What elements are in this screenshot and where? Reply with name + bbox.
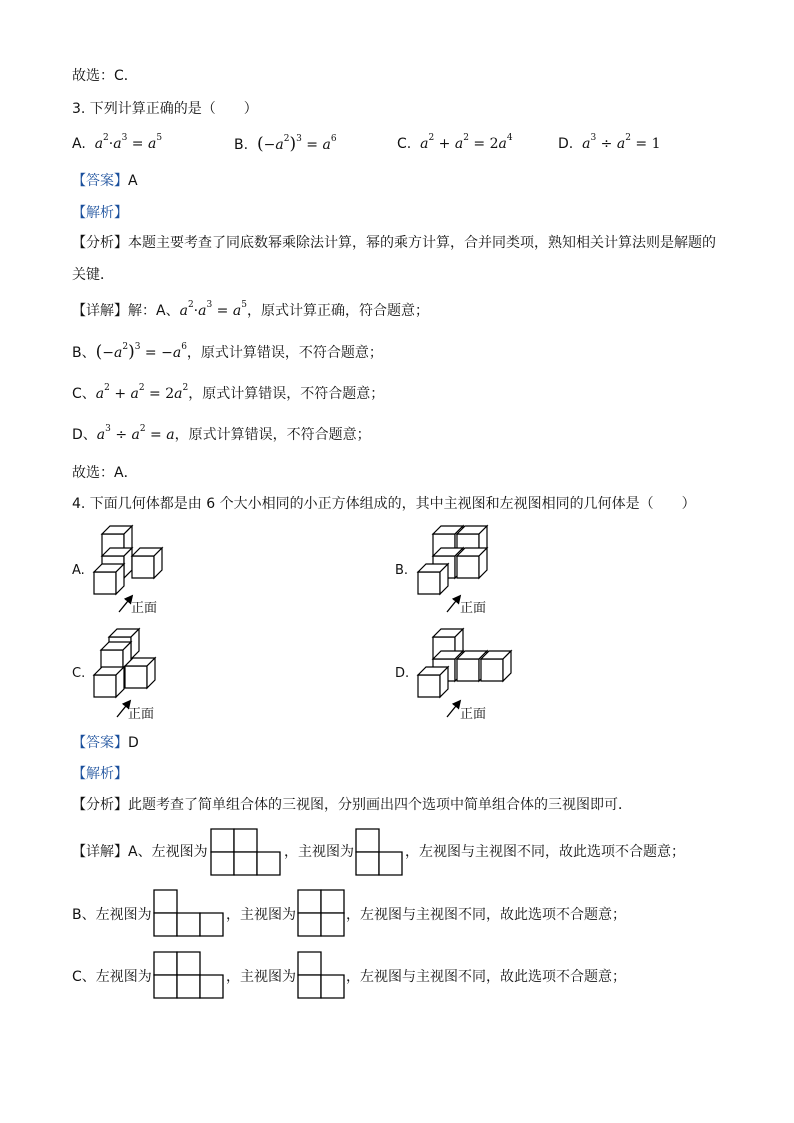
q3-xiangjie-a: 【详解】解：A、$a^2\cdot a^3 = a^5$，原式计算正确，符合题意； (72, 300, 429, 319)
q4-option-b-label: B. (395, 563, 409, 578)
answer-tag: 【答案】 (72, 735, 128, 751)
q4-b-main-view-text: ，主视图为 (226, 907, 296, 923)
q4-answer: 【答案】D (72, 735, 139, 751)
q4-b-main-view (297, 889, 345, 937)
q4-c-conclusion: ，左视图与主视图不同，故此选项不合题意； (346, 969, 626, 985)
q4-analysis-tag: 【解析】 (72, 766, 128, 782)
q4-b-left-view (153, 889, 225, 937)
q3-xiangjie-b: B、$(-a^2)^3 = -a^6$，原式计算错误，不符合题意； (72, 342, 383, 362)
prev-answer-line: 故选：C． (72, 68, 138, 84)
q4-a-main-view-text: ，主视图为 (284, 844, 354, 860)
q4-c-main-view-text: ，主视图为 (226, 969, 296, 985)
q4-figure-b (416, 526, 496, 596)
q3-analysis-tag: 【解析】 (72, 205, 128, 221)
q3-option-a: A. $a^2\cdot a^3 = a^5$ (72, 133, 163, 152)
q4-figure-c (92, 629, 172, 701)
q4-figure-a (92, 526, 172, 596)
q4-b-front-label: 正面 (460, 601, 487, 616)
q4-c-prefix: C、左视图为 (72, 969, 152, 985)
answer-tag: 【答案】 (72, 173, 128, 189)
q4-figure-d (416, 629, 516, 701)
q4-fenxi: 【分析】此题考查了简单组合体的三视图，分别画出四个选项中简单组合体的三视图即可． (72, 797, 632, 813)
q4-option-c-label: C. (72, 666, 86, 681)
q3-option-d: D. $a^3 \div a^2 = 1$ (558, 133, 661, 152)
q3-xiangjie-c: C、$a^2 + a^2 = 2a^2$，原式计算错误，不符合题意； (72, 383, 385, 402)
q4-a-left-view (210, 828, 282, 876)
q4-d-front-label: 正面 (460, 707, 487, 722)
q3-stem: 3. 下列计算正确的是（ ） (72, 101, 258, 117)
q4-c-front-label: 正面 (128, 707, 155, 722)
q4-option-a-label: A. (72, 563, 85, 578)
q4-option-d-label: D. (395, 666, 410, 681)
q4-stem: 4. 下面几何体都是由 6 个大小相同的小正方体组成的，其中主视图和左视图相同的几何体是（ ） (72, 496, 696, 512)
q3-final: 故选：A． (72, 465, 138, 481)
q3-fenxi-line1: 【分析】本题主要考查了同底数幂乘除法计算，幂的乘方计算，合并同类项，熟知相关计算法则是解题的 (72, 235, 716, 251)
q4-a-front-label: 正面 (131, 601, 158, 616)
q4-b-conclusion: ，左视图与主视图不同，故此选项不合题意； (346, 907, 626, 923)
q4-c-main-view (297, 951, 345, 999)
q3-fenxi-line2: 关键． (72, 267, 114, 283)
q4-a-main-view (355, 828, 403, 876)
q4-c-left-view (153, 951, 225, 999)
q4-b-prefix: B、左视图为 (72, 907, 152, 923)
q4-xiangjie-a-prefix: 【详解】A、左视图为 (72, 844, 208, 860)
q3-answer: 【答案】A (72, 173, 138, 189)
q3-option-b: B. $(-a^2)^3 = a^6$ (234, 134, 337, 154)
q4-a-conclusion: ，左视图与主视图不同，故此选项不合题意； (405, 844, 685, 860)
q3-xiangjie-d: D、$a^3 \div a^2 = a$，原式计算错误，不符合题意； (72, 424, 371, 443)
q3-option-c: C. $a^2 + a^2 = 2a^4$ (397, 133, 513, 152)
